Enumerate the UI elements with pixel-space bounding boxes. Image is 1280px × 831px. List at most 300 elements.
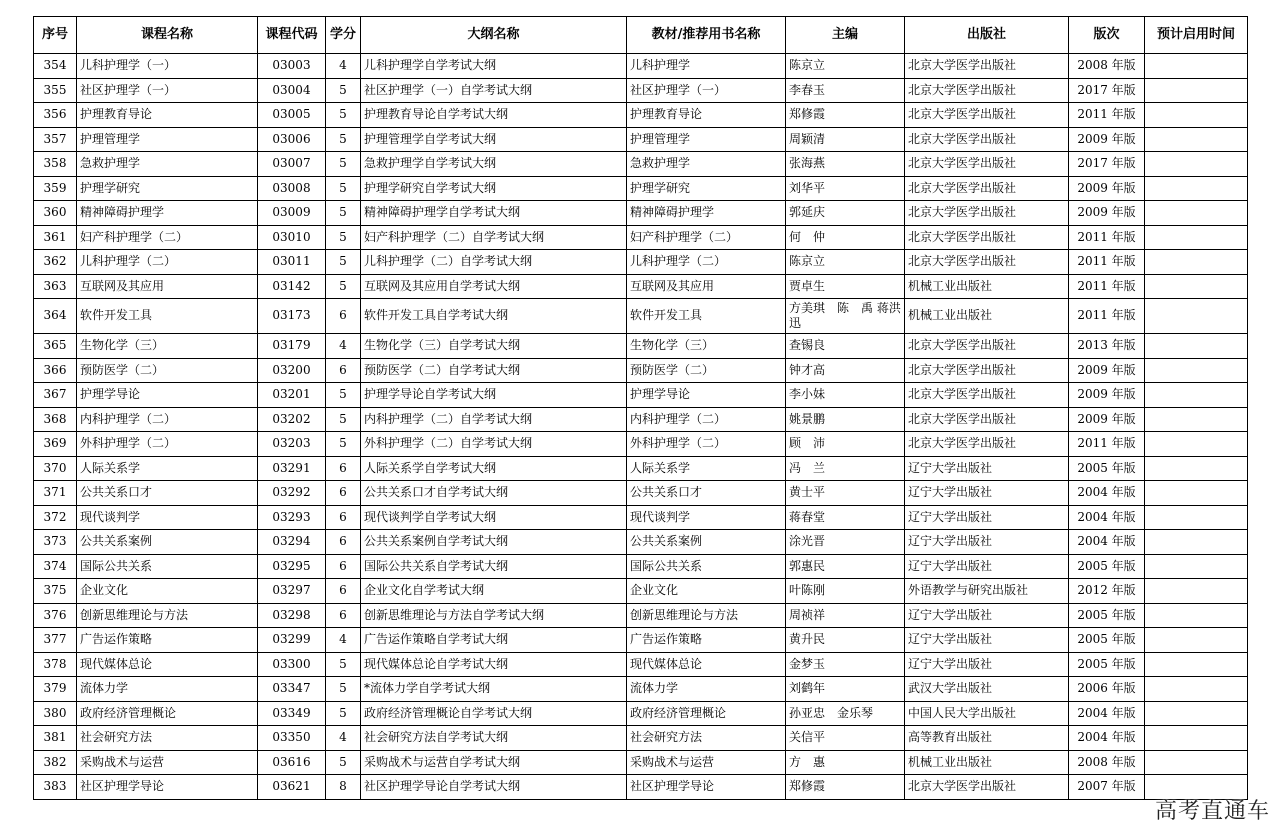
table-cell: 5 xyxy=(326,201,361,226)
table-cell: 护理学导论 xyxy=(77,383,258,408)
table-cell: 03616 xyxy=(258,750,326,775)
table-cell: 公共关系案例 xyxy=(77,530,258,555)
table-cell: 北京大学医学出版社 xyxy=(905,383,1069,408)
table-cell: 373 xyxy=(34,530,77,555)
table-cell: 互联网及其应用 xyxy=(627,274,786,299)
table-cell: 机械工业出版社 xyxy=(905,299,1069,334)
table-cell: 5 xyxy=(326,250,361,275)
table-row xyxy=(34,103,1248,128)
header-cell: 主编 xyxy=(786,17,905,54)
table-cell: 陈京立 xyxy=(786,54,905,79)
table-cell: 2009 年版 xyxy=(1069,407,1145,432)
table-cell: 5 xyxy=(326,677,361,702)
table-cell: 现代谈判学 xyxy=(627,505,786,530)
table-cell: 2011 年版 xyxy=(1069,299,1145,334)
table-cell: 张海燕 xyxy=(786,152,905,177)
table-cell: 4 xyxy=(326,628,361,653)
table-cell: 企业文化 xyxy=(627,579,786,604)
table-cell xyxy=(1145,432,1248,457)
table-cell: 辽宁大学出版社 xyxy=(905,505,1069,530)
table-row xyxy=(34,775,1248,800)
table-cell: 社区护理学（一）自学考试大纲 xyxy=(361,78,627,103)
table-cell: 软件开发工具 xyxy=(627,299,786,334)
table-cell: 北京大学医学出版社 xyxy=(905,334,1069,359)
table-row xyxy=(34,432,1248,457)
table-cell: 创新思维理论与方法自学考试大纲 xyxy=(361,603,627,628)
table-cell: 刘华平 xyxy=(786,176,905,201)
table-cell: 2017 年版 xyxy=(1069,78,1145,103)
table-cell: 2004 年版 xyxy=(1069,530,1145,555)
table-cell: 辽宁大学出版社 xyxy=(905,652,1069,677)
table-cell: 6 xyxy=(326,505,361,530)
table-cell xyxy=(1145,299,1248,334)
table-cell: 360 xyxy=(34,201,77,226)
table-cell: 376 xyxy=(34,603,77,628)
table-cell xyxy=(1145,78,1248,103)
table-cell: 6 xyxy=(326,603,361,628)
table-cell: 5 xyxy=(326,383,361,408)
table-cell: 357 xyxy=(34,127,77,152)
table-cell: 预防医学（二） xyxy=(77,358,258,383)
table-cell: 急救护理学自学考试大纲 xyxy=(361,152,627,177)
table-cell: 03201 xyxy=(258,383,326,408)
header-cell: 学分 xyxy=(326,17,361,54)
table-cell: 北京大学医学出版社 xyxy=(905,201,1069,226)
table-cell: 03300 xyxy=(258,652,326,677)
table-cell: 03293 xyxy=(258,505,326,530)
table-cell: 5 xyxy=(326,225,361,250)
table-cell: 何 仲 xyxy=(786,225,905,250)
table-cell: 现代谈判学自学考试大纲 xyxy=(361,505,627,530)
table-cell: 03292 xyxy=(258,481,326,506)
table-cell: 03297 xyxy=(258,579,326,604)
table-cell: 359 xyxy=(34,176,77,201)
table-cell xyxy=(1145,481,1248,506)
table-cell: 护理管理学 xyxy=(77,127,258,152)
table-cell: 护理学研究自学考试大纲 xyxy=(361,176,627,201)
table-cell: 北京大学医学出版社 xyxy=(905,225,1069,250)
table-cell: 362 xyxy=(34,250,77,275)
table-cell: 郑修霞 xyxy=(786,103,905,128)
table-cell: 北京大学医学出版社 xyxy=(905,250,1069,275)
table-cell: 方 惠 xyxy=(786,750,905,775)
table-cell: 5 xyxy=(326,176,361,201)
table-row xyxy=(34,530,1248,555)
table-cell: 8 xyxy=(326,775,361,800)
table-cell: 北京大学医学出版社 xyxy=(905,176,1069,201)
table-cell: 互联网及其应用自学考试大纲 xyxy=(361,274,627,299)
table-cell: 现代媒体总论 xyxy=(627,652,786,677)
table-cell: 2011 年版 xyxy=(1069,432,1145,457)
table-cell xyxy=(1145,334,1248,359)
table-cell: 2004 年版 xyxy=(1069,701,1145,726)
table-cell: 内科护理学（二） xyxy=(77,407,258,432)
table-cell: 企业文化自学考试大纲 xyxy=(361,579,627,604)
table-cell: 372 xyxy=(34,505,77,530)
table-cell: 妇产科护理学（二） xyxy=(627,225,786,250)
table-cell: 03203 xyxy=(258,432,326,457)
table-cell: 社会研究方法 xyxy=(77,726,258,751)
table-row xyxy=(34,750,1248,775)
table-cell: 机械工业出版社 xyxy=(905,274,1069,299)
table-cell: 护理学导论自学考试大纲 xyxy=(361,383,627,408)
table-cell: 查锡良 xyxy=(786,334,905,359)
table-cell: 03005 xyxy=(258,103,326,128)
table-cell: 382 xyxy=(34,750,77,775)
table-cell: 03294 xyxy=(258,530,326,555)
table-cell: 北京大学医学出版社 xyxy=(905,103,1069,128)
table-row xyxy=(34,176,1248,201)
table-cell: 2005 年版 xyxy=(1069,456,1145,481)
table-cell xyxy=(1145,677,1248,702)
table-row xyxy=(34,603,1248,628)
table-cell: 金梦玉 xyxy=(786,652,905,677)
table-cell: 03006 xyxy=(258,127,326,152)
table-cell: 外科护理学（二） xyxy=(627,432,786,457)
table-cell: 4 xyxy=(326,54,361,79)
table-cell: 郑修霞 xyxy=(786,775,905,800)
table-cell: 广告运作策略 xyxy=(77,628,258,653)
table-cell: 358 xyxy=(34,152,77,177)
table-cell xyxy=(1145,628,1248,653)
table-cell xyxy=(1145,407,1248,432)
table-cell: 380 xyxy=(34,701,77,726)
table-cell: 生物化学（三） xyxy=(77,334,258,359)
table-cell: 关信平 xyxy=(786,726,905,751)
table-cell: 辽宁大学出版社 xyxy=(905,530,1069,555)
header-row xyxy=(34,17,1248,54)
table-cell: 379 xyxy=(34,677,77,702)
table-cell: 周祯祥 xyxy=(786,603,905,628)
table-cell: 03350 xyxy=(258,726,326,751)
table-row xyxy=(34,201,1248,226)
header-cell: 序号 xyxy=(34,17,77,54)
table-cell: 4 xyxy=(326,726,361,751)
table-cell: 2004 年版 xyxy=(1069,481,1145,506)
table-cell xyxy=(1145,505,1248,530)
table-cell: 政府经济管理概论 xyxy=(77,701,258,726)
course-table xyxy=(33,16,1248,800)
table-cell: 公共关系口才自学考试大纲 xyxy=(361,481,627,506)
table-row xyxy=(34,726,1248,751)
table-cell: 5 xyxy=(326,78,361,103)
table-body xyxy=(34,54,1248,800)
table-cell: 妇产科护理学（二） xyxy=(77,225,258,250)
table-cell: 护理管理学 xyxy=(627,127,786,152)
table-cell: 03008 xyxy=(258,176,326,201)
table-cell: 6 xyxy=(326,579,361,604)
table-cell xyxy=(1145,726,1248,751)
table-cell: 钟才高 xyxy=(786,358,905,383)
table-cell: 2009 年版 xyxy=(1069,201,1145,226)
table-cell: 黄士平 xyxy=(786,481,905,506)
table-cell: 精神障碍护理学自学考试大纲 xyxy=(361,201,627,226)
table-cell: 护理学研究 xyxy=(627,176,786,201)
table-cell: 369 xyxy=(34,432,77,457)
table-cell: 社区护理学导论 xyxy=(77,775,258,800)
table-cell: 2011 年版 xyxy=(1069,274,1145,299)
table-cell: 现代媒体总论 xyxy=(77,652,258,677)
table-cell: 社会研究方法自学考试大纲 xyxy=(361,726,627,751)
table-cell: 儿科护理学（二）自学考试大纲 xyxy=(361,250,627,275)
table-cell: 采购战术与运营 xyxy=(77,750,258,775)
table-cell: 北京大学医学出版社 xyxy=(905,407,1069,432)
header-cell: 课程名称 xyxy=(77,17,258,54)
table-cell: 2004 年版 xyxy=(1069,726,1145,751)
table-cell: 370 xyxy=(34,456,77,481)
table-cell: 郭惠民 xyxy=(786,554,905,579)
table-cell: 预防医学（二） xyxy=(627,358,786,383)
table-cell: 辽宁大学出版社 xyxy=(905,481,1069,506)
table-cell: 国际公共关系 xyxy=(77,554,258,579)
table-cell: 03299 xyxy=(258,628,326,653)
table-cell: 方美琪 陈 禹 蒋洪迅 xyxy=(786,299,905,334)
table-cell: 北京大学医学出版社 xyxy=(905,775,1069,800)
table-cell: 急救护理学 xyxy=(627,152,786,177)
table-cell: 03142 xyxy=(258,274,326,299)
table-cell: 355 xyxy=(34,78,77,103)
table-cell: 姚景鹏 xyxy=(786,407,905,432)
table-cell: 354 xyxy=(34,54,77,79)
table-cell: 381 xyxy=(34,726,77,751)
table-row xyxy=(34,505,1248,530)
table-cell: 03298 xyxy=(258,603,326,628)
table-row xyxy=(34,334,1248,359)
table-cell: 社区护理学导论自学考试大纲 xyxy=(361,775,627,800)
table-cell: 2009 年版 xyxy=(1069,176,1145,201)
table-cell xyxy=(1145,152,1248,177)
table-cell: 政府经济管理概论自学考试大纲 xyxy=(361,701,627,726)
table-cell: 北京大学医学出版社 xyxy=(905,432,1069,457)
table-cell: 2008 年版 xyxy=(1069,750,1145,775)
table-cell: 外科护理学（二） xyxy=(77,432,258,457)
header-cell: 大纲名称 xyxy=(361,17,627,54)
table-cell: 378 xyxy=(34,652,77,677)
table-row xyxy=(34,407,1248,432)
table-cell: 李春玉 xyxy=(786,78,905,103)
table-cell: 现代谈判学 xyxy=(77,505,258,530)
table-row xyxy=(34,225,1248,250)
table-cell: 公共关系口才 xyxy=(77,481,258,506)
table-cell: 辽宁大学出版社 xyxy=(905,456,1069,481)
table-cell: 03349 xyxy=(258,701,326,726)
table-cell: 03004 xyxy=(258,78,326,103)
table-cell: 377 xyxy=(34,628,77,653)
table-cell: 流体力学 xyxy=(77,677,258,702)
table-row xyxy=(34,78,1248,103)
table-cell: 北京大学医学出版社 xyxy=(905,152,1069,177)
table-row xyxy=(34,652,1248,677)
table-cell: 采购战术与运营 xyxy=(627,750,786,775)
table-cell xyxy=(1145,750,1248,775)
table-cell: 6 xyxy=(326,456,361,481)
table-cell: 5 xyxy=(326,127,361,152)
table-cell: 2011 年版 xyxy=(1069,225,1145,250)
table-cell: 365 xyxy=(34,334,77,359)
table-row xyxy=(34,456,1248,481)
table-cell: 周颖清 xyxy=(786,127,905,152)
table-cell: 生物化学（三）自学考试大纲 xyxy=(361,334,627,359)
header-cell: 版次 xyxy=(1069,17,1145,54)
table-cell: 贾卓生 xyxy=(786,274,905,299)
table-cell: 护理管理学自学考试大纲 xyxy=(361,127,627,152)
table-cell xyxy=(1145,54,1248,79)
table-cell: 5 xyxy=(326,432,361,457)
table-cell: 367 xyxy=(34,383,77,408)
table-cell: 企业文化 xyxy=(77,579,258,604)
table-cell: 武汉大学出版社 xyxy=(905,677,1069,702)
table-cell: 北京大学医学出版社 xyxy=(905,127,1069,152)
table-cell: 急救护理学 xyxy=(77,152,258,177)
table-cell: 生物化学（三） xyxy=(627,334,786,359)
table-cell: 辽宁大学出版社 xyxy=(905,628,1069,653)
table-cell: 366 xyxy=(34,358,77,383)
table-cell: 刘鹤年 xyxy=(786,677,905,702)
table-cell: 03621 xyxy=(258,775,326,800)
table-cell: 03010 xyxy=(258,225,326,250)
table-cell: 5 xyxy=(326,407,361,432)
table-cell: 国际公共关系 xyxy=(627,554,786,579)
table-cell xyxy=(1145,103,1248,128)
table-cell xyxy=(1145,701,1248,726)
table-cell: 北京大学医学出版社 xyxy=(905,78,1069,103)
table-cell: 公共关系案例自学考试大纲 xyxy=(361,530,627,555)
table-cell: 互联网及其应用 xyxy=(77,274,258,299)
table-cell: 预防医学（二）自学考试大纲 xyxy=(361,358,627,383)
table-cell: 5 xyxy=(326,701,361,726)
table-cell: 2012 年版 xyxy=(1069,579,1145,604)
table-cell: 叶陈刚 xyxy=(786,579,905,604)
table-cell: 2011 年版 xyxy=(1069,250,1145,275)
table-row xyxy=(34,579,1248,604)
table-cell: 2005 年版 xyxy=(1069,628,1145,653)
table-row xyxy=(34,250,1248,275)
table-cell: 03003 xyxy=(258,54,326,79)
table-cell xyxy=(1145,579,1248,604)
table-cell: 2009 年版 xyxy=(1069,127,1145,152)
header-cell: 课程代码 xyxy=(258,17,326,54)
table-cell: 03347 xyxy=(258,677,326,702)
table-cell: 375 xyxy=(34,579,77,604)
table-row xyxy=(34,481,1248,506)
table-cell: 2009 年版 xyxy=(1069,383,1145,408)
table-cell: 03179 xyxy=(258,334,326,359)
table-cell: 03200 xyxy=(258,358,326,383)
table-cell: 368 xyxy=(34,407,77,432)
table-cell: 辽宁大学出版社 xyxy=(905,554,1069,579)
table-cell: 广告运作策略自学考试大纲 xyxy=(361,628,627,653)
table-cell xyxy=(1145,652,1248,677)
table-cell: 辽宁大学出版社 xyxy=(905,603,1069,628)
table-cell: 郭延庆 xyxy=(786,201,905,226)
table-cell: 2011 年版 xyxy=(1069,103,1145,128)
table-cell xyxy=(1145,603,1248,628)
table-row xyxy=(34,274,1248,299)
table-cell: 2005 年版 xyxy=(1069,554,1145,579)
table-cell: 儿科护理学 xyxy=(627,54,786,79)
table-row xyxy=(34,299,1248,334)
table-row xyxy=(34,127,1248,152)
table-cell: 社区护理学（一） xyxy=(77,78,258,103)
table-cell: 内科护理学（二）自学考试大纲 xyxy=(361,407,627,432)
table-cell: 6 xyxy=(326,299,361,334)
table-cell xyxy=(1145,201,1248,226)
table-cell: 创新思维理论与方法 xyxy=(77,603,258,628)
table-cell: 外语教学与研究出版社 xyxy=(905,579,1069,604)
table-cell: 护理教育导论 xyxy=(627,103,786,128)
table-cell: 356 xyxy=(34,103,77,128)
table-cell: 2006 年版 xyxy=(1069,677,1145,702)
table-cell: 人际关系学自学考试大纲 xyxy=(361,456,627,481)
table-cell: 儿科护理学（一） xyxy=(77,54,258,79)
table-cell: 妇产科护理学（二）自学考试大纲 xyxy=(361,225,627,250)
table-cell: 2007 年版 xyxy=(1069,775,1145,800)
table-cell: 机械工业出版社 xyxy=(905,750,1069,775)
table-cell xyxy=(1145,127,1248,152)
table-cell: 2005 年版 xyxy=(1069,652,1145,677)
table-cell: 护理学导论 xyxy=(627,383,786,408)
table-cell: 国际公共关系自学考试大纲 xyxy=(361,554,627,579)
table-cell: 创新思维理论与方法 xyxy=(627,603,786,628)
table-cell: 李小妹 xyxy=(786,383,905,408)
table-cell xyxy=(1145,176,1248,201)
table-row xyxy=(34,383,1248,408)
table-cell: 精神障碍护理学 xyxy=(627,201,786,226)
table-cell xyxy=(1145,383,1248,408)
table-cell: 人际关系学 xyxy=(627,456,786,481)
table-cell: 5 xyxy=(326,274,361,299)
table-cell: *流体力学自学考试大纲 xyxy=(361,677,627,702)
table-cell: 孙亚忠 金乐琴 xyxy=(786,701,905,726)
header-cell: 出版社 xyxy=(905,17,1069,54)
table-cell: 5 xyxy=(326,103,361,128)
table-cell: 广告运作策略 xyxy=(627,628,786,653)
table-cell: 374 xyxy=(34,554,77,579)
table-row xyxy=(34,152,1248,177)
table-cell: 6 xyxy=(326,358,361,383)
table-cell xyxy=(1145,554,1248,579)
table-row xyxy=(34,677,1248,702)
table-cell xyxy=(1145,358,1248,383)
table-cell: 社区护理学（一） xyxy=(627,78,786,103)
table-cell xyxy=(1145,456,1248,481)
table-cell: 儿科护理学（二） xyxy=(77,250,258,275)
table-cell: 03291 xyxy=(258,456,326,481)
table-cell: 流体力学 xyxy=(627,677,786,702)
table-cell xyxy=(1145,274,1248,299)
table-cell xyxy=(1145,225,1248,250)
table-cell: 软件开发工具自学考试大纲 xyxy=(361,299,627,334)
table-cell: 2008 年版 xyxy=(1069,54,1145,79)
table-cell: 陈京立 xyxy=(786,250,905,275)
table-row xyxy=(34,554,1248,579)
table-cell: 03202 xyxy=(258,407,326,432)
header-cell: 预计启用时间 xyxy=(1145,17,1248,54)
table-cell: 儿科护理学自学考试大纲 xyxy=(361,54,627,79)
table-row xyxy=(34,54,1248,79)
table-cell: 护理教育导论 xyxy=(77,103,258,128)
table-row xyxy=(34,358,1248,383)
table-cell: 6 xyxy=(326,554,361,579)
table-cell: 冯 兰 xyxy=(786,456,905,481)
table-cell: 公共关系案例 xyxy=(627,530,786,555)
table-cell xyxy=(1145,250,1248,275)
table-row xyxy=(34,628,1248,653)
table-cell: 03007 xyxy=(258,152,326,177)
table-cell: 黄升民 xyxy=(786,628,905,653)
table-cell: 361 xyxy=(34,225,77,250)
table-cell: 363 xyxy=(34,274,77,299)
